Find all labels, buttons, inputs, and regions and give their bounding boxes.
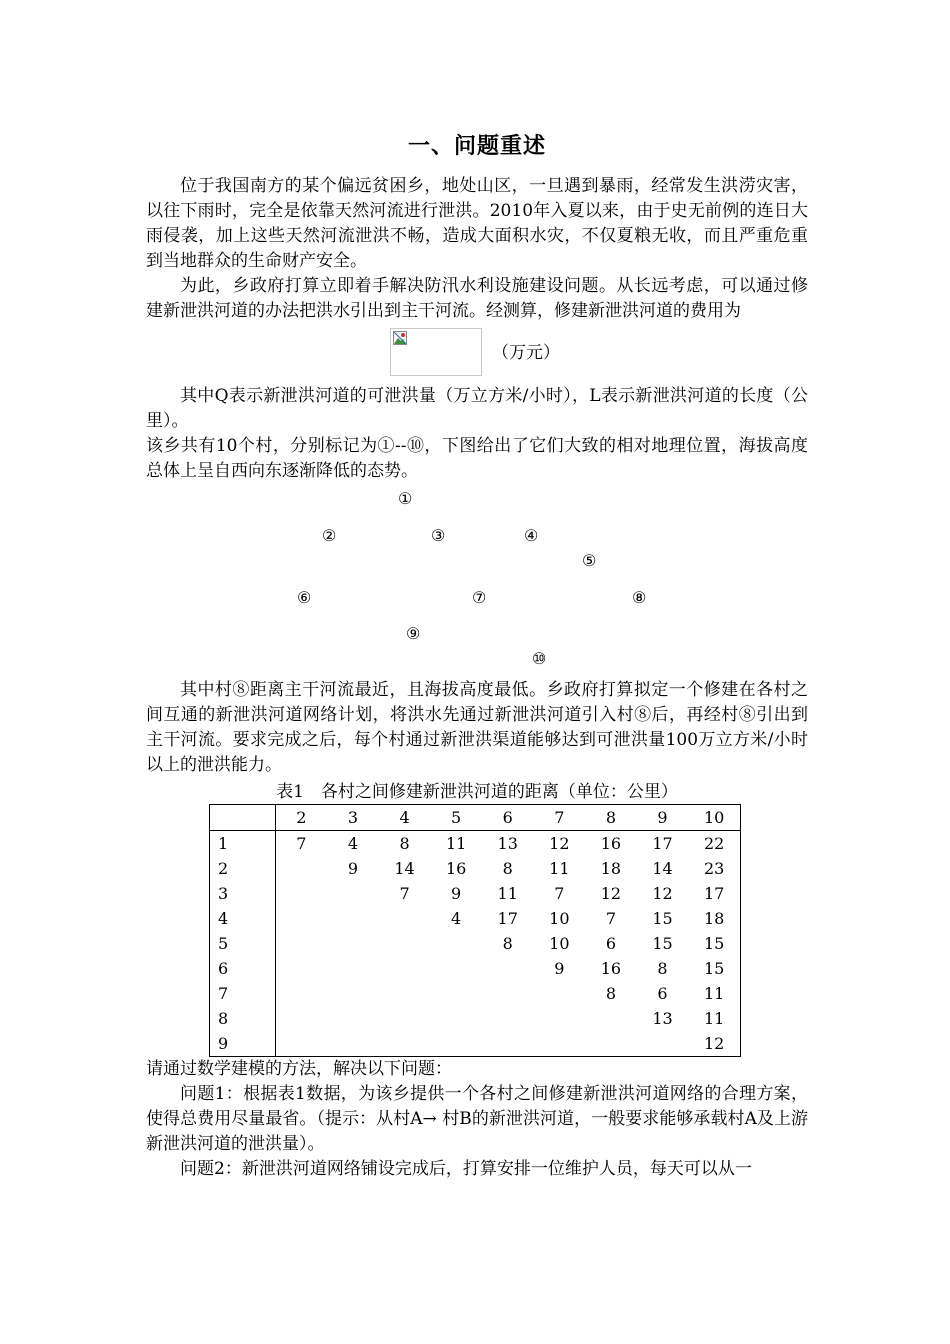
table-cell: 10 bbox=[549, 909, 570, 928]
table-cell bbox=[379, 906, 431, 931]
table-cell: 16 bbox=[600, 959, 622, 978]
table-row bbox=[210, 956, 740, 981]
table-cell: 15 bbox=[652, 934, 673, 953]
table-cell: 8 bbox=[502, 934, 513, 953]
table-row-header: 1 bbox=[210, 831, 275, 857]
paragraph-tasks: 请通过数学建模的方法，解决以下问题： bbox=[146, 1059, 452, 1079]
table-cell: 13 bbox=[652, 1009, 673, 1028]
table-row bbox=[210, 1031, 740, 1056]
table-cell: 11 bbox=[549, 859, 570, 878]
village-8: ⑧ bbox=[632, 588, 647, 607]
table-cell: 11 bbox=[497, 884, 518, 903]
table-cell: 9 bbox=[451, 884, 462, 903]
table-cell bbox=[275, 856, 327, 881]
village-10: ⑩ bbox=[532, 649, 547, 668]
table-cell: 12 bbox=[703, 1034, 725, 1053]
table-column-header: 5 bbox=[430, 805, 482, 831]
table-cell: 17 bbox=[652, 834, 673, 853]
table-cell: 23 bbox=[703, 859, 725, 878]
table-cell bbox=[327, 1031, 379, 1056]
table-row bbox=[210, 831, 740, 857]
village-9: ⑨ bbox=[406, 624, 421, 643]
table-cell bbox=[379, 1031, 431, 1056]
paragraph-cost-intro: 为此，乡政府打算立即着手解决防汛水利设施建设问题。从长远考虑，可以通过修建新泄洪河道的办法把洪水引出到主干河流。经测算，修建新泄洪河道的费用为 bbox=[146, 276, 808, 321]
distance-table bbox=[210, 805, 740, 1056]
table-cell: 8 bbox=[399, 834, 410, 853]
table-cell bbox=[585, 1006, 637, 1031]
table-cell bbox=[379, 931, 431, 956]
table-cell: 15 bbox=[652, 909, 673, 928]
table-row bbox=[210, 981, 740, 1006]
table-cell: 7 bbox=[296, 834, 307, 853]
table-cell: 7 bbox=[605, 909, 617, 928]
table-cell: 7 bbox=[554, 884, 565, 903]
table-cell bbox=[275, 981, 327, 1006]
table-cell: 13 bbox=[497, 834, 518, 853]
table-cell: 12 bbox=[600, 884, 622, 903]
village-7: ⑦ bbox=[472, 588, 487, 607]
table-column-header: 9 bbox=[637, 805, 689, 831]
table-row-header: 6 bbox=[210, 956, 275, 981]
table-column-header: 7 bbox=[534, 805, 586, 831]
village-2: ② bbox=[322, 526, 337, 545]
table-cell: 15 bbox=[703, 934, 725, 953]
village-4: ④ bbox=[524, 526, 539, 545]
table-cell bbox=[534, 981, 586, 1006]
table-cell: 8 bbox=[502, 859, 513, 878]
table-row-header: 4 bbox=[210, 906, 275, 931]
village-map bbox=[146, 486, 808, 674]
table-cell bbox=[482, 1031, 534, 1056]
table-cell bbox=[327, 906, 379, 931]
table-cell bbox=[585, 1031, 637, 1056]
table-column-header: 3 bbox=[327, 805, 379, 831]
paragraph-villages: 该乡共有10个村，分别标记为①--⑩，下图给出了它们大致的相对地理位置，海拔高度总体上呈自西向东逐渐降低的态势。 bbox=[146, 436, 808, 481]
table-cell: 18 bbox=[703, 909, 725, 928]
table-cell bbox=[430, 1031, 482, 1056]
table-cell: 16 bbox=[600, 834, 622, 853]
table-cell: 7 bbox=[399, 884, 410, 903]
table-corner-cell bbox=[210, 805, 275, 831]
table-cell bbox=[275, 1006, 327, 1031]
table-cell: 4 bbox=[347, 834, 359, 853]
table-cell bbox=[275, 956, 327, 981]
table-cell: 8 bbox=[605, 984, 617, 1003]
table-cell bbox=[430, 1006, 482, 1031]
table-cell bbox=[534, 1006, 586, 1031]
village-1: ① bbox=[398, 489, 413, 508]
village-3: ③ bbox=[431, 526, 446, 545]
village-5: ⑤ bbox=[582, 551, 597, 570]
table-cell: 12 bbox=[549, 834, 570, 853]
table-cell bbox=[534, 1031, 586, 1056]
cost-formula bbox=[146, 326, 808, 380]
table-cell bbox=[327, 931, 379, 956]
distance-table-frame bbox=[209, 804, 741, 1057]
table-cell: 14 bbox=[652, 859, 673, 878]
table-cell bbox=[327, 881, 379, 906]
table-cell bbox=[637, 1031, 689, 1056]
table-cell bbox=[430, 931, 482, 956]
table-cell bbox=[275, 906, 327, 931]
table-cell: 9 bbox=[554, 959, 565, 978]
table-row bbox=[210, 856, 740, 881]
section-title: 一、问题重述 bbox=[407, 134, 546, 159]
table-row-header: 3 bbox=[210, 881, 275, 906]
table-cell bbox=[275, 1031, 327, 1056]
table-cell: 10 bbox=[549, 934, 570, 953]
table-cell: 17 bbox=[497, 909, 518, 928]
table-cell bbox=[379, 981, 431, 1006]
table-cell bbox=[327, 981, 379, 1006]
table-row bbox=[210, 906, 740, 931]
table-cell bbox=[379, 1006, 431, 1031]
table-cell bbox=[430, 956, 482, 981]
paragraph-plan: 其中村⑧距离主干河流最近，且海拔高度最低。乡政府打算拟定一个修建在各村之间互通的新泄洪河道网络计划，将洪水先通过新泄洪河道引入村⑧后，再经村⑧引出到主干河流。要求完成之后，每个村通过新泄洪渠道能够达到可泄洪量100万立方米/小时以上的泄洪能力。 bbox=[146, 680, 808, 775]
table-cell: 6 bbox=[605, 934, 617, 953]
table-row-header: 5 bbox=[210, 931, 275, 956]
table-cell bbox=[327, 956, 379, 981]
table-cell: 6 bbox=[657, 984, 668, 1003]
table-cell bbox=[482, 1006, 534, 1031]
table-column-header: 2 bbox=[275, 805, 327, 831]
table-header-row bbox=[210, 805, 740, 831]
table-cell bbox=[327, 1006, 379, 1031]
paragraph-background: 位于我国南方的某个偏远贫困乡，地处山区，一旦遇到暴雨，经常发生洪涝灾害，以往下雨时，完全是依靠天然河流进行泄洪。2010年入夏以来，由于史无前例的连日大雨侵袭，加上这些天然河流泄洪不畅，造成大面积水灾，不仅夏粮无收，而且严重危重到当地群众的生命财产安全。 bbox=[146, 176, 808, 271]
village-6: ⑥ bbox=[297, 588, 312, 607]
table-cell: 11 bbox=[703, 984, 725, 1003]
formula-unit: （万元） bbox=[492, 343, 560, 363]
table-cell bbox=[482, 956, 534, 981]
table-row bbox=[210, 931, 740, 956]
formula-image-placeholder bbox=[390, 328, 482, 376]
paragraph-question-1: 问题1：根据表1数据，为该乡提供一个各村之间修建新泄洪河道网络的合理方案，使得总费用尽量最省。（提示：从村A→ 村B的新泄洪河道，一般要求能够承载村A及上游新泄洪河道的泄洪量）。 bbox=[146, 1084, 808, 1154]
table-cell bbox=[275, 931, 327, 956]
table-cell: 14 bbox=[394, 859, 415, 878]
table-row-header: 7 bbox=[210, 981, 275, 1006]
table-cell: 16 bbox=[445, 859, 467, 878]
table-row bbox=[210, 881, 740, 906]
paragraph-variables: 其中Q表示新泄洪河道的可泄洪量（万立方米/小时），L表示新泄洪河道的长度（公里）。 bbox=[146, 386, 808, 431]
table-cell: 22 bbox=[703, 834, 725, 853]
table-column-header: 8 bbox=[585, 805, 637, 831]
table-cell bbox=[275, 881, 327, 906]
broken-image-icon bbox=[393, 331, 407, 345]
table-cell: 15 bbox=[703, 959, 725, 978]
table-cell: 11 bbox=[445, 834, 467, 853]
paragraph-question-2: 问题2：新泄洪河道网络铺设完成后，打算安排一位维护人员，每天可以从一 bbox=[180, 1159, 752, 1179]
table-cell: 8 bbox=[657, 959, 668, 978]
table-column-header: 4 bbox=[379, 805, 431, 831]
table-column-header: 6 bbox=[482, 805, 534, 831]
table-row-header: 8 bbox=[210, 1006, 275, 1031]
table-cell bbox=[430, 981, 482, 1006]
table-cell bbox=[379, 956, 431, 981]
table-column-header: 10 bbox=[688, 805, 740, 831]
table-cell: 4 bbox=[451, 909, 462, 928]
table-cell: 12 bbox=[652, 884, 673, 903]
table-cell bbox=[482, 981, 534, 1006]
table-cell: 11 bbox=[703, 1009, 725, 1028]
table-row-header: 9 bbox=[210, 1031, 275, 1056]
table-cell: 18 bbox=[600, 859, 622, 878]
table-row bbox=[210, 1006, 740, 1031]
table-caption: 表1 各村之间修建新泄洪河道的距离（单位：公里） bbox=[276, 782, 678, 802]
document-page bbox=[146, 130, 808, 1182]
table-cell: 9 bbox=[347, 859, 359, 878]
table-cell: 17 bbox=[703, 884, 725, 903]
table-row-header: 2 bbox=[210, 856, 275, 881]
